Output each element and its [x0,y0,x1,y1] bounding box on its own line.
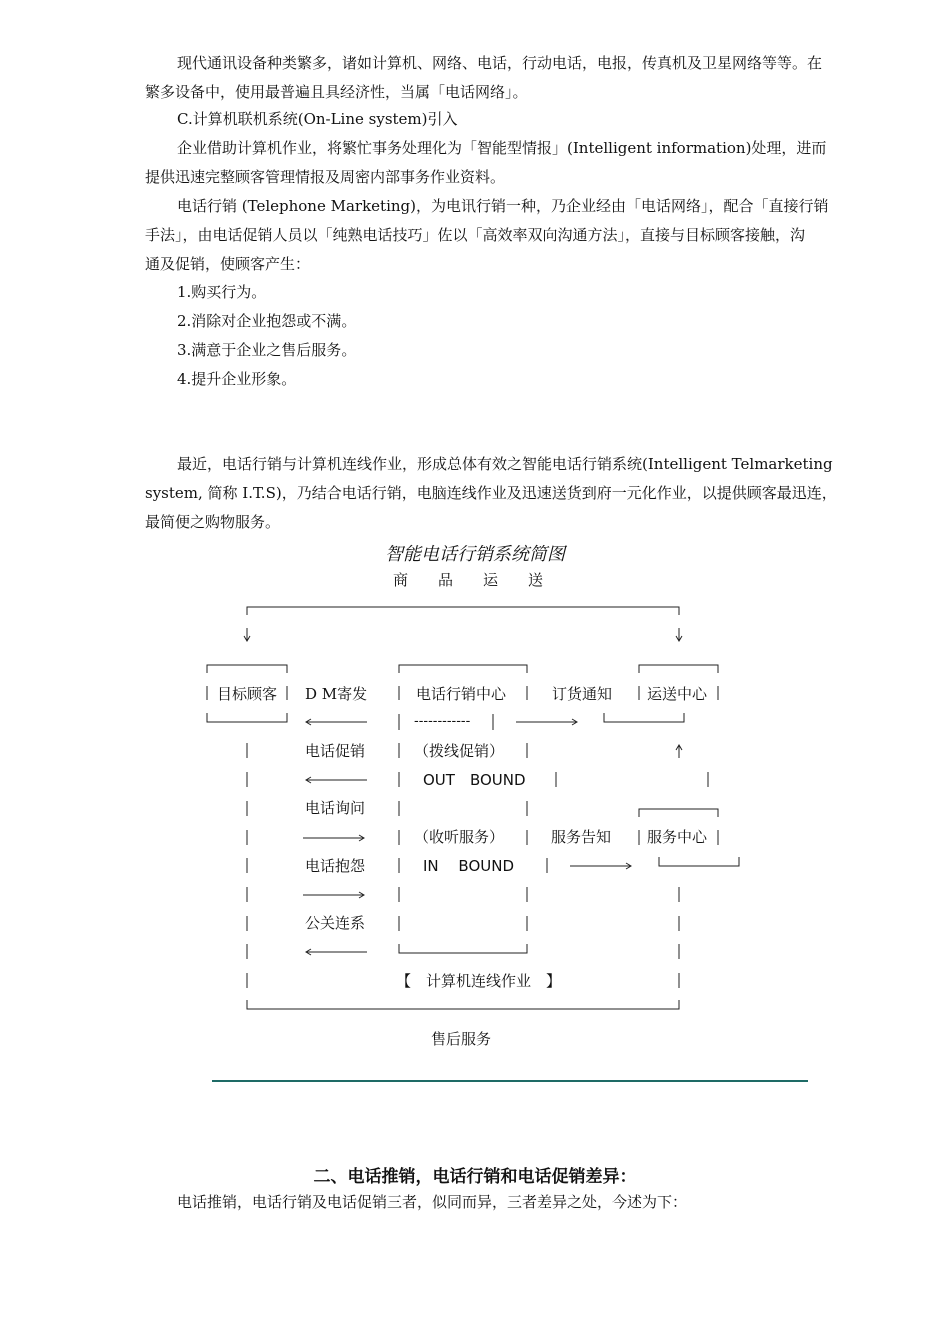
customer-box-bottom [207,713,287,722]
complaint-label: 电话抱怨 [305,857,366,875]
text-line: 手法」，由电话促销人员以「纯熟电话技巧」佐以「高效率双向沟通方法」，直接与目标顾客接触，沟 [145,226,806,244]
transport-label: 商 品 运 送 [393,571,544,589]
list-item: 3.满意于企业之售后服务。 [177,341,357,359]
list-item: 2.消除对企业抱怨或不满。 [177,312,357,330]
section-divider [212,1080,808,1082]
service-box-bottom [659,857,739,866]
text-line: 电话行销 (Telephone Marketing)，为电讯行销一种，乃企业经由「电话网络」，配合「直接行销 [177,197,829,215]
inbound-caption: （收听服务） [414,828,505,846]
list-item: 4.提升企业形象。 [177,370,297,388]
center-box-top [399,665,527,673]
section2-heading: 二、电话推销，电话行销和电话促销差异： [313,1167,637,1187]
inbound-label: IN BOUND [423,857,514,875]
outbound-caption: （拨线促销） [414,742,505,760]
text-line: 提供迅速完整顾客管理情报及周密内部事务作业资料。 [145,168,506,186]
arrow-left-pr [306,949,367,955]
arrow-down-right [676,628,682,641]
service-center-node: 服务中心 [647,828,708,846]
dm-label: D M寄发 [305,685,368,703]
heading-c: C.计算机联机系统(On-Line system)引入 [177,110,458,128]
text-line: 企业借助计算机作业，将繁忙事务处理化为「智能型情报」(Intelligent information)处理，进而 [177,139,827,157]
customer-node: 目标顾客 [217,685,278,703]
arrow-left-dm [306,719,367,725]
center-node: 电话行销中心 [416,685,507,703]
transport-bracket [247,607,679,615]
text-line: 通及促销，使顾客产生： [145,255,311,273]
text-line: 繁多设备中，使用最普遍且具经济性，当属「电话网络」。 [145,83,528,101]
arrow-right-complaint [303,892,364,898]
dash-line: ------------ [414,714,471,729]
text-line: 现代通讯设备种类繁多，诸如计算机、网络、电话，行动电话，电报，传真机及卫星网络等等。在 [177,54,823,72]
arrow-right-inquiry [303,835,364,841]
text-line: 最近，电话行销与计算机连线作业，形成总体有效之智能电话行销系统(Intelligent Telmarketing [177,455,833,473]
arrow-right-service [570,863,631,869]
diagram-title: 智能电话行销系统简图 [385,544,565,565]
service-notice-label: 服务告知 [551,828,612,846]
computer-label: 【 计算机连线作业 】 [396,972,562,990]
section2-intro: 电话推销，电话行销及电话促销三者，似同而异，三者差异之处，今述为下： [177,1193,688,1211]
pr-label: 公关连系 [305,914,366,932]
arrow-up-delivery [676,745,682,758]
customer-box-top [207,665,287,673]
after-sales-label: 售后服务 [431,1030,492,1048]
service-box-top [639,809,718,817]
outbound-label: OUT BOUND [423,771,526,789]
promo-label: 电话促销 [305,742,366,760]
arrow-right-order [516,719,577,725]
after-sales-bracket [247,1000,679,1009]
center-box-bottom [399,944,527,953]
delivery-box-top [639,665,718,673]
arrow-left-promo [306,777,367,783]
order-notice-label: 订货通知 [552,685,613,703]
list-item: 1.购买行为。 [177,283,267,301]
arrow-down-left [244,628,250,641]
text-line: 最简便之购物服务。 [145,513,281,531]
text-line: system, 简称 I.T.S)，乃结合电话行销，电脑连线作业及迅速送货到府一元化作业，以提供顾客最迅连， [145,484,837,502]
inquiry-label: 电话询问 [305,799,366,817]
delivery-node: 运送中心 [647,685,708,703]
delivery-box-bottom [604,713,684,722]
